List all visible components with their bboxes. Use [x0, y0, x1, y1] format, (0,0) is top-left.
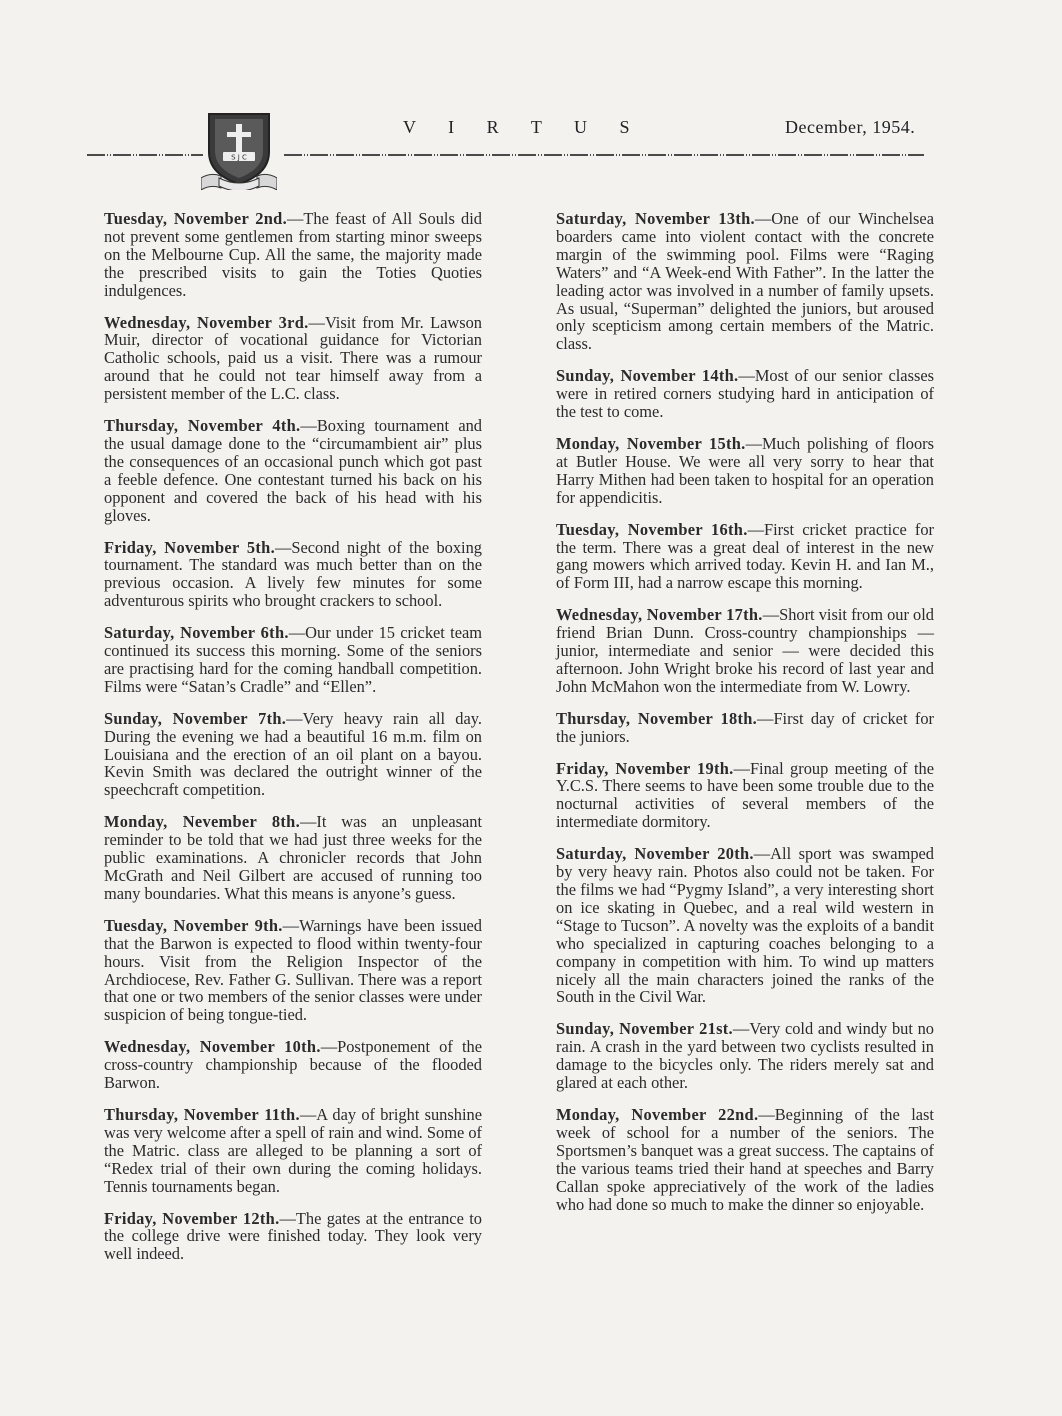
diary-entry — [104, 1210, 482, 1264]
entry-text: —Boxing tournament and the usual damage done to the “circumambient air” plus the consequences of an occasional punch which got past a feeble defence. One contestant turned his back on his opponent and covered the back of his head with his gloves. — [104, 416, 482, 525]
entry-text: —Postponement of the cross-country championship because of the flooded Barwon. — [104, 1037, 482, 1093]
entry-date: Thursday, November 18th. — [556, 708, 758, 728]
entry-text: —Second night of the boxing tournament. The standard was much better than on the previous occasion. A lively few minutes for some adventurous spirits who brought crackers to school. — [104, 537, 482, 611]
issue-date: December, 1954. — [785, 117, 916, 137]
diary-entry — [556, 521, 934, 593]
entry-date: Thursday, November 4th. — [104, 416, 301, 436]
diary-entry — [104, 624, 482, 696]
diary-entry — [104, 813, 482, 903]
publication-title: V I R T U S — [403, 117, 644, 137]
diary-entry — [556, 710, 934, 746]
page-header — [0, 0, 1062, 190]
diary-entry — [556, 367, 934, 421]
entry-date: Wednesday, November 17th. — [556, 605, 763, 625]
header-rule-right — [284, 152, 924, 158]
entry-date: Wednesday, November 10th. — [104, 1037, 321, 1057]
diary-entry — [104, 917, 482, 1024]
entry-text: —Short visit from our old friend Brian Dunn. Cross-country championships — junior, intermediate and senior — were decided this afternoon. John Wright broke his record of last year and John McMahon won the intermediate from W. Lowry. — [556, 605, 934, 696]
entry-date: Wednesday, November 3rd. — [104, 312, 309, 332]
entry-date: Tuesday, November 9th. — [104, 915, 283, 935]
entry-text: —One of our Winchelsea boarders came into violent contact with the concrete margin of the swimming pool. Films were “Raging Waters” and “A Week-end With Father”. In the latter the leading actor was involved in a number of family upsets. As usual, “Superman” delighted the juniors, but aroused only scepticism among certain members of the Matric. class. — [556, 209, 934, 354]
entry-text: —The feast of All Souls did not prevent some gentlemen from starting minor sweeps on the Melbourne Cup. All the same, the majority made the prescribed visits to gain the Toties Quoties indulgences. — [104, 209, 482, 300]
entry-text: —Warnings have been issued that the Barwon is expected to flood within twenty-four hours. Visit from the Religion Inspector of the Archdiocese, Rev. Father G. Sullivan. There was a report that one or two members of the senior classes were under suspicion of being tongue-tied. — [104, 915, 482, 1025]
entry-text: —All sport was swamped by very heavy rain. Photos also could not be taken. For the films we had “Pygmy Island”, a very interesting short on ice skating in Quebec, and a real wild western in “Stage to Tucson”. A novelty was the exploits of a bandit who specialized in capturing coaches belonging to a company in competition with him. To wind up matters nicely all the main characters joined the ranks of the South in the Civil War. — [556, 844, 934, 1007]
entry-date: Saturday, November 20th. — [556, 844, 754, 864]
left-column — [104, 210, 482, 1277]
entry-date: Sunday, November 21st. — [556, 1019, 733, 1039]
diary-entry — [556, 210, 934, 353]
entry-text: —Very heavy rain all day. During the evening we had a beautiful 16 m.m. film on Louisiana and the erection of an oil plant on a bayou. Kevin Smith was declared the outright winner of the speechcraft competition. — [104, 708, 483, 800]
diary-entry — [556, 760, 934, 832]
diary-entry — [104, 210, 482, 300]
entry-text: —Beginning of the last week of school for a number of the seniors. The Sportsmen’s banquet was a great success. The captains of the various teams tried their hand at speeches and Barry Callan spoke appreciatively of the work of the ladies who had done so much to make the dinner so enjoyable. — [556, 1104, 934, 1214]
diary-entry — [556, 435, 934, 507]
diary-entry — [104, 710, 482, 800]
entry-date: Sunday, November 14th. — [556, 366, 739, 386]
diary-entry — [104, 1038, 482, 1092]
entry-date: Tuesday, November 2nd. — [104, 209, 287, 228]
entry-date: Friday, November 5th. — [104, 537, 275, 557]
entry-date: Sunday, November 7th. — [104, 708, 287, 728]
entry-text: —Visit from Mr. Lawson Muir, director of vocational guidance for Victorian Catholic schools, paid us a visit. There was a rumour around that he could not tear himself away from a persistent member of the L.C. class. — [104, 312, 482, 404]
entry-text: —First day of cricket for the juniors. — [556, 708, 934, 746]
entry-date: Monday, Nevember 8th. — [104, 812, 300, 832]
school-crest-icon — [201, 108, 277, 190]
entry-text: —The gates at the entrance to the college drive were finished today. They look very well indeed. — [104, 1208, 482, 1264]
entry-text: —Very cold and windy but no rain. A crash in the yard between two cyclists resulted in damage to the bicycles only. The riders merely sat and glared at each other. — [556, 1019, 934, 1093]
entry-date: Monday, November 15th. — [556, 433, 746, 453]
entry-date: Saturday, November 6th. — [104, 623, 289, 643]
entry-date: Thursday, November 11th. — [104, 1104, 300, 1124]
diary-entry — [556, 606, 934, 696]
diary-entry — [104, 417, 482, 524]
entry-date: Monday, November 22nd. — [556, 1104, 759, 1124]
svg-text:S J C: S J C — [231, 153, 247, 162]
entry-date: Tuesday, November 16th. — [556, 519, 748, 539]
entry-date: Friday, November 12th. — [104, 1208, 280, 1228]
entry-date: Saturday, November 13th. — [556, 209, 755, 228]
header-rule-left — [87, 152, 203, 158]
diary-entry — [104, 1106, 482, 1196]
entry-text: —First cricket practice for the term. There was a great deal of interest in the new gang mowers which arrived today. Kevin H. and Ian M., of Form III, had a narrow escape this morning. — [556, 519, 934, 593]
right-column — [556, 210, 934, 1227]
diary-entry — [556, 1106, 934, 1213]
entry-text: —Final group meeting of the Y.C.S. There seems to have been some trouble due to the nocturnal activities of several members of the intermediate dormitory. — [556, 758, 934, 832]
entry-text: —A day of bright sunshine was very welcome after a spell of rain and wind. Some of the Matric. class are alleged to be planning a sort of “Redex trial of their own during the coming holidays. Tennis tournaments began. — [104, 1104, 482, 1196]
entry-date: Friday, November 19th. — [556, 758, 734, 778]
entry-text: —It was an unpleasant reminder to be told that we had just three weeks for the public examinations. A chronicler records that John McGrath and Neil Gilbert are accused of running too many boundaries. What this means is anyone’s guess. — [104, 812, 482, 903]
diary-entry — [556, 1020, 934, 1092]
entry-text: —Most of our senior classes were in retired corners studying hard in anticipation of the test to come. — [556, 366, 934, 422]
entry-text: —Much polishing of floors at Butler House. We were all very sorry to hear that Harry Mithen had been taken to hospital for an operation for appendicitis. — [556, 433, 934, 507]
diary-entry — [556, 845, 934, 1006]
diary-entry — [104, 314, 482, 404]
diary-entry — [104, 539, 482, 611]
entry-text: —Our under 15 cricket team continued its success this morning. Some of the seniors are practising hard for the coming handball competition. Films were “Satan’s Cradle” and “Ellen”. — [104, 623, 482, 696]
